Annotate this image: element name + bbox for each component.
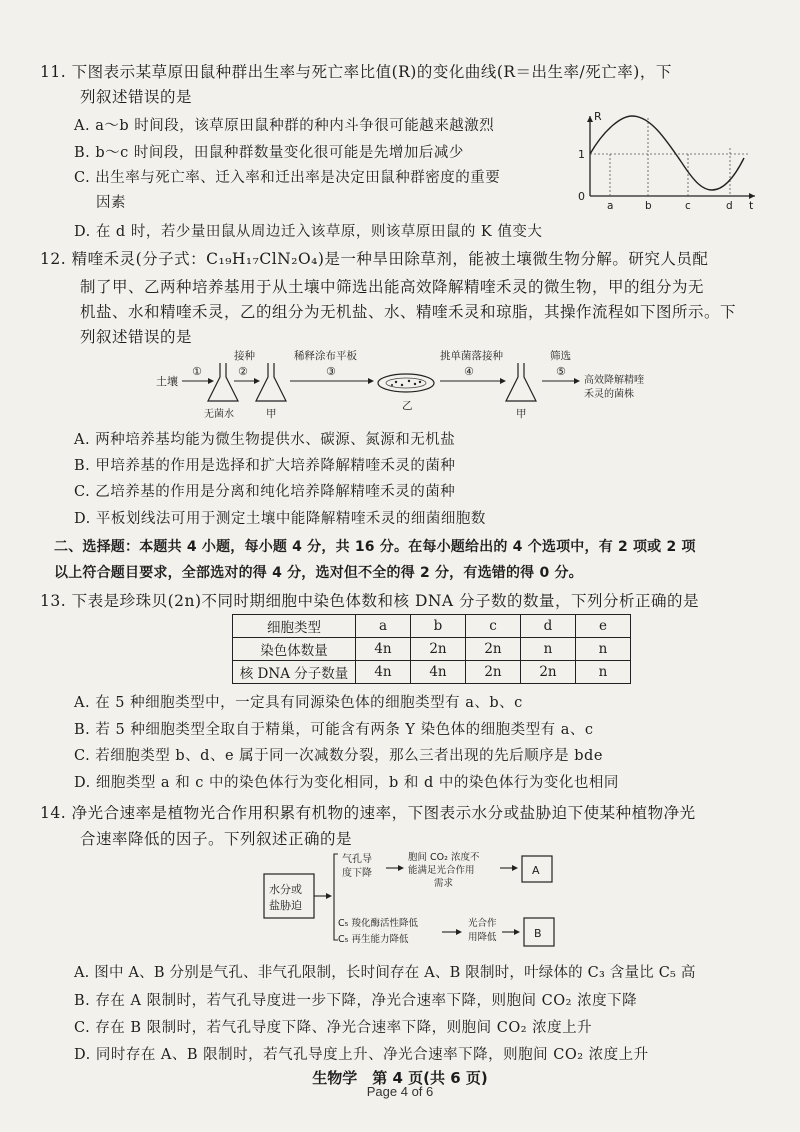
table-row	[233, 638, 631, 661]
co2-line1: 胞间 CO₂ 浓度不	[408, 852, 480, 863]
top-arrow-1-head	[398, 865, 404, 871]
flask-sterile-water	[208, 363, 238, 401]
branch-top-line2: 度下降	[342, 868, 372, 879]
q11-option-c-line1: C. 出生率与死亡率、迁入率和迁出率是决定田鼠种群密度的重要	[74, 170, 501, 186]
flow-pick-colony-label: 挑单菌落接种	[440, 350, 503, 362]
x-axis-label: t	[749, 199, 754, 212]
branch-top-line1: 气孔导	[342, 854, 372, 865]
table-cell: 2n	[411, 638, 466, 661]
table-cell: d	[521, 615, 576, 638]
bottom-arrow-1-head	[456, 929, 462, 935]
tick-a-label: a	[607, 200, 614, 212]
q12-option-d: D. 平板划线法可用于测定土壤中能降解精喹禾灵的细菌细胞数	[74, 511, 486, 527]
page-footer: 生物学 第 4 页(共 6 页)	[312, 1069, 488, 1087]
page-number-overlay: Page 4 of 6	[366, 1084, 434, 1099]
table-cell: b	[411, 615, 466, 638]
q11-option-d: D. 在 d 时，若少量田鼠从周边迁入该草原，则该草原田鼠的 K 值变大	[74, 224, 543, 240]
stress-label-line1: 水分或	[269, 883, 302, 896]
branch-bottom-line1: C₅ 羧化酶活性降低	[338, 918, 418, 929]
flow-screen-label: 筛选	[550, 350, 571, 362]
table-cell: c	[466, 615, 521, 638]
flow-result-line2: 禾灵的菌株	[584, 389, 634, 400]
table-cell: n	[576, 661, 631, 684]
q12-stem-line3: 机盐、水和精喹禾灵，乙的组分为无机盐、水、精喹禾灵和琼脂，其操作流程如下图所示。下	[80, 303, 737, 321]
table-cell: n	[521, 638, 576, 661]
origin-label: 0	[578, 190, 585, 203]
flow-sterile-water-label: 无菌水	[204, 409, 234, 420]
tick-d-label: d	[726, 200, 733, 212]
limitation-a-label: A	[532, 864, 540, 877]
q14-stem-line1: 14. 净光合速率是植物光合作用积累有机物的速率，下图表示水分或盐胁迫下使某种植物净光	[40, 804, 696, 822]
table-cell: 染色体数量	[233, 638, 356, 661]
q12-option-a: A. 两种培养基均能为微生物提供水、碳源、氮源和无机盐	[74, 432, 456, 448]
flow-result-line1: 高效降解精喹	[584, 375, 644, 386]
table-row	[233, 661, 631, 684]
section2-instructions-line2: 以上符合题目要求，全部选对的得 4 分，选对但不全的得 2 分，有选错的得 0 分。	[54, 565, 583, 581]
branch-bottom-line2: C₅ 再生能力降低	[338, 934, 409, 945]
flow-soil-label: 土壤	[156, 375, 178, 388]
flow-step4: ④	[464, 365, 474, 378]
co2-line3: 需求	[434, 878, 454, 889]
colony-dot	[395, 381, 397, 383]
q11-stem-line2: 列叙述错误的是	[80, 88, 193, 106]
flow-step1: ①	[192, 365, 202, 378]
flow-arrow-2-head	[254, 378, 260, 384]
q14-option-c: C. 存在 B 限制时，若气孔导度下降、净光合速率下降，则胞间 CO₂ 浓度上升	[74, 1020, 593, 1036]
q11-option-a: A. a～b 时间段，该草原田鼠种群的种内斗争很可能越来越激烈	[74, 118, 495, 134]
r-curve	[590, 116, 744, 190]
table-cell: a	[356, 615, 411, 638]
q13-option-c: C. 若细胞类型 b、d、e 属于同一次减数分裂，那么三者出现的先后顺序是 bde	[74, 748, 603, 764]
flask-medium-jia-2	[506, 363, 536, 401]
flow-arrow-4-head	[500, 378, 506, 384]
stress-label-line2: 盐胁迫	[269, 899, 302, 912]
flow-arrow-3-head	[368, 378, 374, 384]
q13-option-d: D. 细胞类型 a 和 c 中的染色体行为变化相同，b 和 d 中的染色体行为变化也相同	[74, 775, 619, 791]
table-cell: 4n	[356, 661, 411, 684]
top-arrow-2-head	[512, 865, 518, 871]
q14-stem-line2: 合速率降低的因子。下列叙述正确的是	[80, 830, 353, 848]
table-cell: 2n	[466, 661, 521, 684]
q14-option-d: D. 同时存在 A、B 限制时，若气孔导度上升、净光合速率下降，则胞间 CO₂ 浓度上升	[74, 1047, 649, 1063]
q12-stem-line1: 12. 精喹禾灵(分子式：C₁₉H₁₇ClN₂O₄)是一种旱田除草剂，能被土壤微生物分解。研究人员配	[40, 250, 709, 268]
stress-arrow-head	[326, 893, 332, 899]
bottom-arrow-2-head	[514, 929, 520, 935]
photo-decline-line2: 用降低	[468, 932, 497, 943]
colony-dot	[419, 381, 421, 383]
colony-dot	[391, 384, 393, 386]
q12-option-c: C. 乙培养基的作用是分离和纯化培养降解精喹禾灵的菌种	[74, 484, 456, 500]
flow-arrow-5-head	[574, 378, 580, 384]
table-cell: e	[576, 615, 631, 638]
q13-option-b: B. 若 5 种细胞类型全取自于精巢，可能含有两条 Y 染色体的细胞类型有 a、c	[74, 722, 594, 738]
q12-stem-line4: 列叙述错误的是	[80, 328, 193, 346]
flow-step2: ②	[238, 365, 248, 378]
flow-step5: ⑤	[556, 365, 566, 378]
y-tick-one: 1	[578, 148, 585, 161]
q11-r-curve-graph	[570, 108, 760, 218]
q14-option-a: A. 图中 A、B 分别是气孔、非气孔限制，长时间存在 A、B 限制时，叶绿体的 C₃ 含量比 C₅ 高	[74, 965, 696, 981]
table-cell: 核 DNA 分子数量	[233, 661, 356, 684]
q13-option-a: A. 在 5 种细胞类型中，一定具有同源染色体的细胞类型有 a、b、c	[74, 695, 523, 711]
colony-dot	[401, 384, 403, 386]
table-cell: 4n	[411, 661, 466, 684]
q13-stem: 13. 下表是珍珠贝(2n)不同时期细胞中染色体数和核 DNA 分子数的数量，下列分析正确的是	[40, 592, 700, 610]
q12-stem-line2: 制了甲、乙两种培养基用于从土壤中筛选出能高效降解精喹禾灵的微生物，甲的组分为无	[80, 278, 705, 296]
q12-option-b: B. 甲培养基的作用是选择和扩大培养降解精喹禾灵的菌种	[74, 458, 456, 474]
colony-dot	[414, 383, 416, 385]
q14-stress-diagram	[262, 848, 572, 948]
q13-data-table	[232, 614, 631, 684]
table-header-row	[233, 615, 631, 638]
table-cell: 2n	[466, 638, 521, 661]
q14-option-b: B. 存在 A 限制时，若气孔导度进一步下降，净光合速率下降，则胞间 CO₂ 浓度下降	[74, 993, 638, 1009]
colony-dot	[408, 380, 410, 382]
q11-option-c-line2: 因素	[96, 195, 126, 211]
limitation-b-label: B	[534, 927, 542, 940]
section2-instructions-line1: 二、选择题：本题共 4 小题，每小题 4 分，共 16 分。在每小题给出的 4 个选项中，有 2 项或 2 项	[54, 539, 696, 555]
flow-inoculate-label: 接种	[234, 350, 255, 362]
tick-c-label: c	[685, 200, 691, 212]
co2-line2: 能满足光合作用	[408, 865, 475, 876]
q11-option-b: B. b～c 时间段，田鼠种群数量变化很可能是先增加后减少	[74, 145, 464, 161]
y-axis-arrow	[587, 116, 593, 122]
flow-arrow-1-head	[208, 378, 214, 384]
table-cell: n	[576, 638, 631, 661]
flow-dilute-plate-label: 稀释涂布平板	[294, 350, 357, 362]
flow-jia-label-2: 甲	[516, 408, 527, 420]
flow-jia-label-1: 甲	[266, 408, 277, 420]
table-cell: 细胞类型	[233, 615, 356, 638]
table-cell: 2n	[521, 661, 576, 684]
photo-decline-line1: 光合作	[468, 918, 497, 929]
flask-medium-jia-1	[256, 363, 286, 401]
table-cell: 4n	[356, 638, 411, 661]
y-axis-label: R	[594, 110, 602, 123]
tick-b-label: b	[645, 200, 652, 212]
q12-flow-diagram	[150, 343, 690, 425]
q11-stem-line1: 11. 下图表示某草原田鼠种群出生率与死亡率比值(R)的变化曲线(R＝出生率/死亡率)，下	[40, 63, 672, 81]
flow-yi-label: 乙	[402, 400, 413, 412]
flow-step3: ③	[326, 365, 336, 378]
